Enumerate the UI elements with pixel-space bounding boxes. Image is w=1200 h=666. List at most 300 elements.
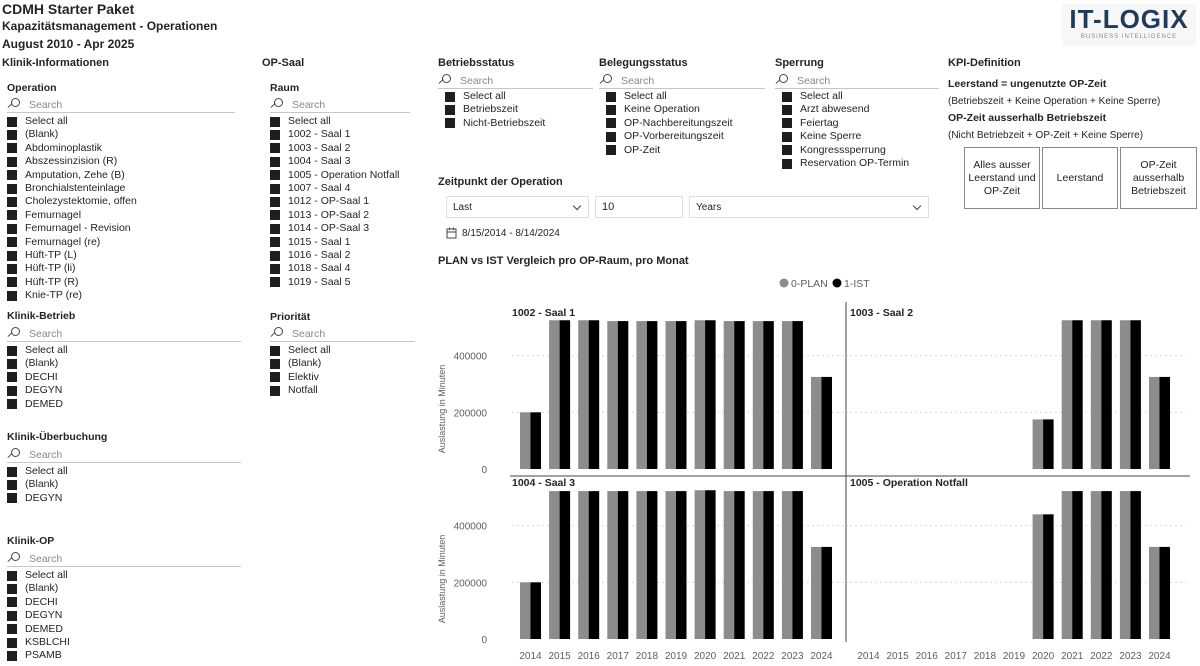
x-tick-label: 2019	[1002, 651, 1026, 662]
bar-ist	[531, 412, 542, 469]
bar-ist	[531, 582, 542, 639]
x-tick-label: 2021	[723, 651, 746, 662]
klinik-ueberbuchung-search-input[interactable]: Search	[7, 447, 241, 463]
checkbox[interactable]	[445, 105, 455, 115]
raum-item[interactable]	[270, 115, 410, 128]
raum-item-label: 1015 - Saal 1	[288, 235, 351, 248]
bar-plan	[549, 491, 560, 639]
betriebsstatus-label: Betriebsstatus	[438, 57, 515, 69]
bar-ist	[1130, 491, 1141, 639]
klinik-betrieb-slicer	[7, 310, 241, 411]
prioritaet-slicer	[270, 311, 415, 398]
raum-item[interactable]	[270, 142, 410, 155]
klinik-betrieb-item-label: DEMED	[25, 397, 63, 410]
x-tick-label: 2014	[519, 651, 542, 662]
checkbox[interactable]	[7, 372, 17, 382]
checkbox[interactable]	[7, 571, 17, 581]
klinik-op-item-label: KSBLCHI	[25, 635, 70, 648]
betriebsstatus-list	[438, 90, 593, 130]
bar-ist	[763, 321, 774, 469]
sperrung-item[interactable]	[782, 144, 939, 157]
search-icon	[599, 74, 613, 88]
bar-ist	[705, 490, 716, 639]
checkbox[interactable]	[7, 386, 17, 396]
operation-item[interactable]	[7, 249, 235, 262]
klinik-op-list	[7, 569, 241, 663]
raum-item-label: 1004 - Saal 3	[288, 155, 351, 168]
sperrung-item-label: Reservation OP-Termin	[800, 156, 910, 169]
klinik-op-item[interactable]	[7, 596, 241, 609]
operation-item-label: Cholezystektomie, offen	[25, 195, 137, 208]
raum-item-label: 1007 - Saal 4	[288, 181, 351, 194]
x-tick-label: 2021	[1061, 651, 1084, 662]
bar-plan	[753, 321, 764, 469]
klinik-betrieb-item-label: (Blank)	[25, 357, 59, 370]
checkbox[interactable]	[7, 210, 17, 220]
belegungsstatus-search-input[interactable]: Search	[599, 73, 765, 89]
bar-ist	[1130, 320, 1141, 469]
legend-ist-marker	[833, 279, 842, 288]
klinik-op-item-label: PSAMB	[25, 649, 62, 662]
y-tick-label: 0	[481, 465, 487, 476]
klinik-op-search-input[interactable]: Search	[7, 551, 241, 567]
checkbox[interactable]	[270, 277, 280, 287]
raum-item[interactable]	[270, 222, 410, 235]
raum-item[interactable]	[270, 236, 410, 249]
bar-plan	[753, 491, 764, 639]
checkbox[interactable]	[782, 92, 792, 102]
checkbox[interactable]	[7, 597, 17, 607]
bar-ist	[589, 320, 600, 469]
checkbox[interactable]	[7, 197, 17, 207]
raum-label: Raum	[270, 82, 300, 94]
klinik-ueberbuchung-item-label: DEGYN	[25, 491, 63, 504]
report-period: August 2010 - Apr 2025	[2, 37, 135, 51]
y-axis-label: Auslastung in Minuten	[437, 364, 447, 454]
kpi-def2-title: OP-Zeit ausserhalb Betriebszeit	[948, 112, 1107, 124]
search-icon	[438, 74, 452, 88]
prioritaet-search-input[interactable]: Search	[270, 326, 415, 342]
x-tick-label: 2014	[857, 651, 880, 662]
belegungsstatus-item[interactable]	[606, 90, 765, 103]
operation-item[interactable]	[7, 276, 235, 289]
operation-item[interactable]	[7, 128, 235, 141]
bar-ist	[1072, 491, 1083, 639]
klinik-betrieb-item-label: Select all	[25, 344, 68, 356]
checkbox[interactable]	[782, 118, 792, 128]
bar-plan	[811, 377, 822, 469]
sperrung-item-label: Feiertag	[800, 116, 839, 129]
bar-plan	[1062, 491, 1073, 639]
search-icon	[270, 327, 284, 341]
klinik-ueberbuchung-item-label: (Blank)	[25, 478, 59, 491]
checkbox[interactable]	[7, 493, 17, 503]
klinik-ueberbuchung-item[interactable]	[7, 478, 241, 491]
checkbox[interactable]	[270, 210, 280, 220]
checkbox[interactable]	[270, 130, 280, 140]
kpi-def1-title: Leerstand = ungenutzte OP-Zeit	[948, 78, 1107, 90]
raum-item[interactable]	[270, 195, 410, 208]
checkbox[interactable]	[7, 251, 17, 261]
klinik-op-item[interactable]	[7, 636, 241, 649]
checkbox[interactable]	[7, 624, 17, 634]
checkbox[interactable]	[270, 251, 280, 261]
search-icon	[7, 98, 21, 112]
sperrung-item[interactable]	[782, 117, 939, 130]
checkbox[interactable]	[270, 224, 280, 234]
kpi-button-leerstand[interactable]: Leerstand	[1042, 147, 1118, 209]
klinik-betrieb-search-input[interactable]: Search	[7, 326, 241, 342]
checkbox[interactable]	[782, 132, 792, 142]
betriebsstatus-item[interactable]	[445, 117, 593, 130]
x-tick-label: 2020	[1031, 651, 1055, 662]
sperrung-search-input[interactable]: Search	[775, 73, 939, 89]
belegungsstatus-item[interactable]	[606, 130, 765, 143]
x-tick-label: 2015	[548, 651, 571, 662]
klinik-ueberbuchung-list	[7, 465, 241, 505]
betriebsstatus-item[interactable]	[445, 103, 593, 116]
raum-item-label: 1013 - OP-Saal 2	[288, 208, 370, 221]
klinik-op-item[interactable]	[7, 569, 241, 582]
belegungsstatus-item[interactable]	[606, 103, 765, 116]
operation-item[interactable]	[7, 142, 235, 155]
checkbox[interactable]	[7, 399, 17, 409]
bar-plan	[724, 491, 735, 639]
klinik-op-item[interactable]	[7, 649, 241, 662]
belegungsstatus-label: Belegungsstatus	[599, 57, 688, 69]
zeitpunkt-label: Zeitpunkt der Operation	[438, 176, 563, 188]
checkbox[interactable]	[270, 264, 280, 274]
bar-plan	[607, 321, 618, 469]
y-tick-label: 200000	[453, 408, 487, 420]
operation-item-label: Hüft-TP (L)	[25, 248, 77, 261]
search-icon	[270, 98, 284, 112]
bar-plan	[549, 320, 560, 469]
raum-item-label: 1014 - OP-Saal 3	[288, 222, 370, 235]
checkbox[interactable]	[7, 130, 17, 140]
checkbox[interactable]	[7, 638, 17, 648]
raum-item[interactable]	[270, 276, 410, 289]
y-tick-label: 200000	[453, 578, 487, 590]
bar-plan	[1033, 419, 1044, 469]
raum-item-label: 1005 - Operation Notfall	[288, 168, 400, 181]
x-tick-label: 2018	[973, 651, 997, 662]
y-axis-label: Auslastung in Minuten	[437, 534, 447, 624]
klinik-op-item-label: DEMED	[25, 622, 63, 635]
bar-plan	[520, 412, 531, 469]
bar-plan	[1120, 320, 1131, 469]
raum-item[interactable]	[270, 169, 410, 182]
klinik-op-label: Klinik-OP	[7, 535, 55, 547]
betriebsstatus-slicer	[438, 57, 593, 130]
operation-item[interactable]	[7, 169, 235, 182]
klinik-op-item-label: (Blank)	[25, 582, 59, 595]
checkbox[interactable]	[7, 346, 17, 356]
operation-item[interactable]	[7, 262, 235, 275]
legend-ist-label: 1-IST	[844, 278, 870, 290]
checkbox[interactable]	[782, 145, 792, 155]
klinik-info-title: Klinik-Informationen	[2, 57, 109, 69]
sperrung-item[interactable]	[782, 90, 939, 103]
date-range-display	[446, 227, 560, 239]
checkbox[interactable]	[270, 386, 280, 396]
prioritaet-item-label: Elektiv	[288, 370, 319, 383]
prioritaet-item-label: Notfall	[288, 384, 318, 397]
sperrung-item-label: Keine Sperre	[800, 130, 862, 143]
calendar-icon	[446, 227, 458, 239]
checkbox[interactable]	[445, 118, 455, 128]
operation-item-label: Amputation, Zehe (B)	[25, 168, 125, 181]
raum-item-label: 1019 - Saal 5	[288, 275, 351, 288]
prioritaet-item[interactable]	[270, 384, 415, 397]
raum-item[interactable]	[270, 262, 410, 275]
belegungsstatus-item-label: Keine Operation	[624, 103, 700, 116]
operation-search-input[interactable]: Search	[7, 97, 235, 113]
raum-item[interactable]	[270, 155, 410, 168]
belegungsstatus-item[interactable]	[606, 117, 765, 130]
klinik-op-item[interactable]	[7, 609, 241, 622]
raum-item[interactable]	[270, 249, 410, 262]
bar-ist	[734, 491, 745, 639]
bar-ist	[1160, 547, 1171, 639]
search-icon	[775, 74, 789, 88]
operation-item-label: Bronchialstenteinlage	[25, 181, 126, 194]
checkbox[interactable]	[606, 105, 616, 115]
operation-item-label: Select all	[25, 115, 68, 127]
x-tick-label: 2018	[635, 651, 659, 662]
klinik-ueberbuchung-label: Klinik-Überbuchung	[7, 431, 108, 443]
operation-item[interactable]	[7, 182, 235, 195]
klinik-ueberbuchung-slicer	[7, 431, 241, 505]
checkbox[interactable]	[7, 117, 17, 127]
prioritaet-list	[270, 344, 415, 398]
x-tick-label: 2023	[781, 651, 804, 662]
checkbox[interactable]	[7, 480, 17, 490]
checkbox[interactable]	[270, 143, 280, 153]
operation-item[interactable]	[7, 115, 235, 128]
raum-item[interactable]	[270, 128, 410, 141]
klinik-op-slicer	[7, 535, 241, 663]
checkbox[interactable]	[270, 117, 280, 127]
checkbox[interactable]	[270, 170, 280, 180]
klinik-betrieb-item[interactable]	[7, 384, 241, 397]
belegungsstatus-item-label: OP-Zeit	[624, 143, 661, 156]
raum-item[interactable]	[270, 182, 410, 195]
checkbox[interactable]	[7, 291, 17, 301]
legend-plan-marker	[780, 279, 789, 288]
search-icon	[7, 448, 21, 462]
checkbox[interactable]	[7, 170, 17, 180]
bar-plan	[636, 321, 647, 469]
sperrung-item[interactable]	[782, 157, 939, 170]
bar-ist	[589, 491, 600, 639]
x-tick-label: 2022	[1090, 651, 1113, 662]
chart-title: PLAN vs IST Vergleich pro OP-Raum, pro Monat	[438, 255, 689, 267]
bar-ist	[1043, 514, 1054, 639]
panel-title: 1002 - Saal 1	[512, 307, 576, 319]
checkbox[interactable]	[7, 237, 17, 247]
raum-item-label: 1016 - Saal 2	[288, 248, 351, 261]
klinik-op-item[interactable]	[7, 623, 241, 636]
x-tick-label: 2024	[810, 651, 833, 662]
checkbox[interactable]	[270, 157, 280, 167]
search-icon	[7, 552, 21, 566]
panel-title: 1004 - Saal 3	[512, 477, 576, 489]
bar-ist	[676, 491, 687, 639]
klinik-betrieb-item-label: DECHI	[25, 370, 58, 383]
report-subtitle: Kapazitätsmanagement - Operationen	[2, 19, 218, 33]
klinik-op-item[interactable]	[7, 582, 241, 595]
x-tick-label: 2016	[577, 651, 600, 662]
bar-plan	[1062, 320, 1073, 469]
raum-item-label: 1003 - Saal 2	[288, 141, 351, 154]
bar-ist	[763, 491, 774, 639]
chevron-down-icon	[573, 202, 581, 210]
prioritaet-item[interactable]	[270, 371, 415, 384]
operation-item[interactable]	[7, 195, 235, 208]
operation-item-label: Femurnagel	[25, 208, 82, 221]
prioritaet-item[interactable]	[270, 344, 415, 357]
bar-plan	[1149, 377, 1160, 469]
operation-item-label: (Blank)	[25, 128, 59, 141]
bar-plan	[666, 491, 677, 639]
kpi-button-alles-ausser[interactable]: Alles ausser Leerstand und OP-Zeit	[964, 147, 1040, 209]
betriebsstatus-item[interactable]	[445, 90, 593, 103]
raum-list	[270, 115, 410, 289]
op-saal-title: OP-Saal	[262, 57, 305, 69]
kpi-button-op-zeit-ausserhalb[interactable]: OP-Zeit ausserhalb Betriebszeit	[1120, 147, 1197, 209]
klinik-op-item-label: Select all	[25, 569, 68, 581]
bar-ist	[560, 491, 571, 639]
checkbox[interactable]	[270, 237, 280, 247]
chevron-down-icon	[913, 202, 921, 210]
checkbox[interactable]	[606, 145, 616, 155]
sperrung-item-label: Select all	[800, 90, 843, 102]
bar-ist	[647, 491, 658, 639]
operation-list	[7, 115, 235, 302]
checkbox[interactable]	[270, 346, 280, 356]
sperrung-item[interactable]	[782, 103, 939, 116]
checkbox[interactable]	[7, 277, 17, 287]
klinik-ueberbuchung-item[interactable]	[7, 492, 241, 505]
y-tick-label: 400000	[453, 351, 487, 363]
bar-ist	[1043, 419, 1054, 469]
bar-ist	[647, 321, 658, 469]
operation-item-label: Femurnagel - Revision	[25, 222, 131, 235]
bar-plan	[782, 491, 793, 639]
legend-plan-label: 0-PLAN	[791, 278, 828, 290]
checkbox[interactable]	[7, 184, 17, 194]
checkbox[interactable]	[445, 92, 455, 102]
belegungsstatus-item-label: OP-Vorbereitungszeit	[624, 130, 724, 143]
belegungsstatus-item[interactable]	[606, 144, 765, 157]
belegungsstatus-item-label: OP-Nachbereitungszeit	[624, 116, 733, 129]
checkbox[interactable]	[782, 159, 792, 169]
bar-plan	[695, 320, 706, 469]
date-range-text: 8/15/2014 - 8/14/2024	[462, 227, 560, 239]
klinik-ueberbuchung-item[interactable]	[7, 465, 241, 478]
checkbox[interactable]	[7, 584, 17, 594]
raum-item[interactable]	[270, 209, 410, 222]
y-tick-label: 0	[481, 635, 487, 646]
checkbox[interactable]	[7, 157, 17, 167]
operation-item[interactable]	[7, 222, 235, 235]
bar-plan	[1033, 514, 1044, 639]
klinik-betrieb-item[interactable]	[7, 357, 241, 370]
checkbox[interactable]	[7, 264, 17, 274]
checkbox[interactable]	[606, 92, 616, 102]
klinik-op-item-label: DEGYN	[25, 609, 63, 622]
prioritaet-label: Priorität	[270, 311, 311, 323]
x-tick-label: 2023	[1119, 651, 1142, 662]
company-logo: IT-LOGIX BUSINESS INTELLIGENCE	[1062, 4, 1196, 46]
operation-item-label: Femurnagel (re)	[25, 235, 101, 248]
prioritaet-item-label: Select all	[288, 344, 331, 356]
relative-mode-dropdown[interactable]: Last	[446, 196, 589, 218]
raum-search-input[interactable]: Search	[270, 97, 410, 113]
checkbox[interactable]	[7, 359, 17, 369]
checkbox[interactable]	[606, 132, 616, 142]
operation-item[interactable]	[7, 155, 235, 168]
operation-item-label: Hüft-TP (R)	[25, 275, 79, 288]
panel-title: 1003 - Saal 2	[850, 307, 914, 319]
plan-ist-chart	[430, 272, 1192, 664]
checkbox[interactable]	[782, 105, 792, 115]
search-icon	[7, 327, 21, 341]
sperrung-item[interactable]	[782, 130, 939, 143]
checkbox[interactable]	[270, 359, 280, 369]
checkbox[interactable]	[270, 184, 280, 194]
raum-item-label: 1012 - OP-Saal 1	[288, 195, 370, 208]
checkbox[interactable]	[7, 224, 17, 234]
checkbox[interactable]	[7, 651, 17, 661]
raum-item-label: Select all	[288, 115, 331, 127]
x-tick-label: 2017	[944, 651, 967, 662]
operation-item-label: Abszessinzision (R)	[25, 155, 118, 168]
bar-ist	[1160, 377, 1171, 469]
klinik-ueberbuchung-item-label: Select all	[25, 465, 68, 477]
bar-ist	[1101, 320, 1112, 469]
operation-item[interactable]	[7, 236, 235, 249]
klinik-betrieb-item-label: DEGYN	[25, 384, 63, 397]
kpi-title: KPI-Definition	[948, 57, 1021, 69]
bar-ist	[1101, 491, 1112, 639]
checkbox[interactable]	[7, 143, 17, 153]
relative-count-input[interactable]: 10	[595, 196, 683, 218]
checkbox[interactable]	[606, 118, 616, 128]
checkbox[interactable]	[7, 467, 17, 477]
klinik-betrieb-item[interactable]	[7, 344, 241, 357]
bar-ist	[734, 321, 745, 469]
kpi-def1-text: (Betriebszeit + Keine Operation + Keine Sperre)	[948, 96, 1161, 107]
klinik-betrieb-item[interactable]	[7, 398, 241, 411]
betriebsstatus-item-label: Select all	[463, 90, 506, 102]
checkbox[interactable]	[270, 197, 280, 207]
checkbox[interactable]	[270, 372, 280, 382]
bar-plan	[607, 491, 618, 639]
x-tick-label: 2019	[664, 651, 688, 662]
checkbox[interactable]	[7, 611, 17, 621]
relative-unit-dropdown[interactable]: Years	[689, 196, 929, 218]
operation-item[interactable]	[7, 289, 235, 302]
operation-item[interactable]	[7, 209, 235, 222]
klinik-betrieb-item[interactable]	[7, 371, 241, 384]
raum-item-label: 1018 - Saal 4	[288, 262, 351, 275]
prioritaet-item-label: (Blank)	[288, 357, 322, 370]
prioritaet-item[interactable]	[270, 357, 415, 370]
klinik-betrieb-label: Klinik-Betrieb	[7, 310, 76, 322]
betriebsstatus-search-input[interactable]: Search	[438, 73, 593, 89]
